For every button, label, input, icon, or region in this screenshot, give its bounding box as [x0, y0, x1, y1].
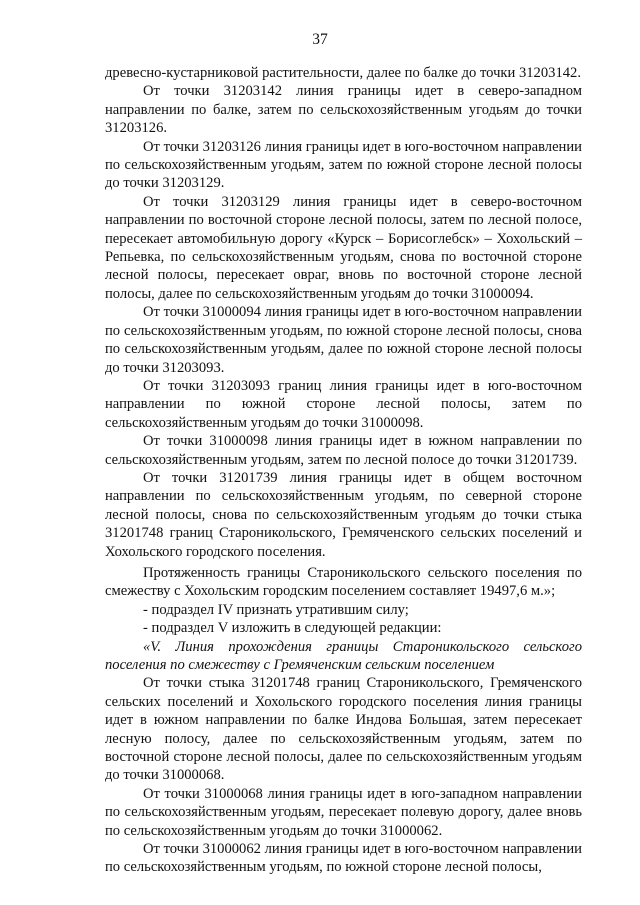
paragraph-8: От точки 31201739 линия границы идет в общем восточном направлении по сельскохозяйственным угодьям, по северной стороне лесной полосы, снова по сельскохозяйственным угодьям до точки стыка 31201748 границ Староникольского, Гремяченского сельских поселений и Хохольского городского поселения.	[105, 469, 582, 560]
paragraph-6: От точки 31203093 границ линия границы идет в юго-восточном направлении по южной стороне лесной полосы, затем по сельскохозяйственным угодьям до точки 31000098.	[105, 377, 582, 431]
paragraph-15: От точки 31000062 линия границы идет в юго-восточном направлении по сельскохозяйственным угодьям, по южной стороне лесной полосы,	[105, 841, 582, 876]
paragraph-2: От точки 31203142 линия границы идет в северо-западном направлении по балке, затем по сельскохозяйственным угодьям до точки 31203126.	[105, 83, 582, 137]
document-body	[105, 64, 582, 877]
paragraph-1: древесно-кустарниковой растительности, далее по балке до точки 31203142.	[105, 65, 581, 81]
paragraph-length-summary: Протяженность границы Староникольского сельского поселения по смежеству с Хохольским городским поселением составляет 19497,6 м.»;	[105, 564, 582, 600]
section-heading-v-text: «V. Линия прохождения границы Староникольского сельского поселения по смежеству с Гремяченским сельским поселением	[105, 638, 582, 673]
paragraph-13: От точки стыка 31201748 границ Староникольского, Гремяченского сельских поселений и Хохольского городского поселения линия границы идет в южном направлении по балке Индова Большая, затем пересекает лесную полосу, далее по сельскохозяйственным угодьям, затем по восточной стороне лесной полосы, далее по сельскохозяйственным угодьям до точки 31000068.	[105, 675, 582, 784]
paragraph-3: От точки 31203126 линия границы идет в юго-восточном направлении по сельскохозяйственным угодьям, затем по южной стороне лесной полосы до точки 31203129.	[105, 138, 582, 192]
list-item-subsection-v: - подраздел V изложить в следующей редакции:	[143, 620, 442, 637]
paragraph-4: От точки 31203129 линия границы идет в северо-восточном направлении по восточной стороне лесной полосы, затем по лесной полосе, пересекает автомобильную дорогу «Курск – Борисоглебск» – Хохольский – Репьевка, по сельскохозяйственным угодьям, снова по восточной стороне лесной полосы, пересекает овраг, вновь по восточной стороне лесной полосы, далее по сельскохозяйственным угодьям до точки 31000094.	[105, 193, 582, 302]
section-heading-v	[105, 638, 582, 675]
paragraph-14: От точки 31000068 линия границы идет в юго-западном направлении по сельскохозяйственным угодьям, пересекает полевую дорогу, далее вновь по сельскохозяйственным угодьям до точки 31000062.	[105, 785, 582, 839]
paragraph-5: От точки 31000094 линия границы идет в юго-восточном направлении по сельскохозяйственным угодьям, по южной стороне лесной полосы, снова по сельскохозяйственным угодьям, далее по южной стороне лесной полосы до точки 31203093.	[105, 304, 582, 376]
list-item-subsection-iv: - подраздел IV признать утратившим силу;	[143, 601, 409, 618]
paragraph-7: От точки 31000098 линия границы идет в южном направлении по сельскохозяйственным угодьям, затем по лесной полосе до точки 31201739.	[105, 433, 582, 468]
page-number: 37	[312, 31, 328, 48]
